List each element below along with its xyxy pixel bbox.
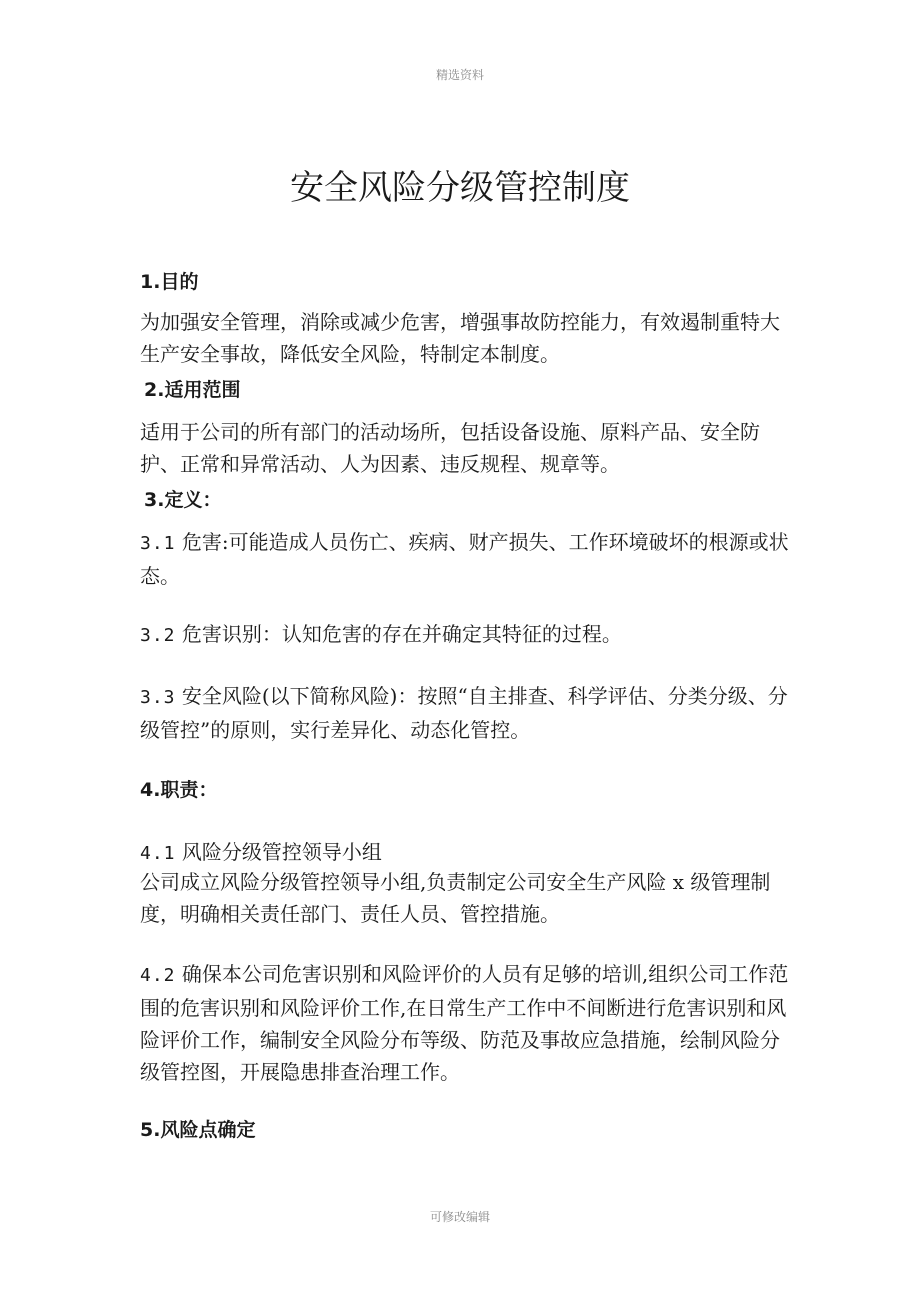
section-2-heading: 2.适用范围 <box>144 379 241 401</box>
duty-4-2-text: 确保本公司危害识别和风险评价的人员有足够的培训,组织公司工作范围的危害识别和风险评价工作,在日常生产工作中不间断进行危害识别和风险评价工作，编制安全风险分布等级、防范及事故应急措施，绘制风险分级管控图，开展隐患排查治理工作。 <box>140 962 789 1084</box>
duty-4-2 <box>140 958 790 1088</box>
duty-4-2-number: 4.2 <box>140 965 176 986</box>
document-title: 安全风险分级管控制度 <box>290 168 630 208</box>
page-header: 精选资料 <box>435 68 484 82</box>
duty-4-1-title-text: 风险分级管控领导小组 <box>181 840 382 864</box>
definition-3-2-text: 危害识别：认知危害的存在并确定其特征的过程。 <box>181 622 622 646</box>
section-2-text: 适用于公司的所有部门的活动场所，包括设备设施、原料产品、安全防护、正常和异常活动、人为因素、违反规程、规章等。 <box>140 420 760 476</box>
definition-3-3-text: 安全风险(以下简称风险)：按照“自主排查、科学评估、分类分级、分级管控”的原则，实行差异化、动态化管控。 <box>140 684 788 742</box>
page-footer: 可修改编辑 <box>429 1210 490 1224</box>
section-4-heading: 4.职责： <box>140 779 218 801</box>
definition-3-1 <box>140 526 790 592</box>
definition-3-3-number: 3.3 <box>140 687 176 708</box>
section-1-text: 为加强安全管理，消除或减少危害，增强事故防控能力，有效遏制重特大生产安全事故，降低安全风险，特制定本制度。 <box>140 310 780 366</box>
definition-3-1-number: 3.1 <box>140 533 176 554</box>
duty-4-1-text: 公司成立风险分级管控领导小组,负责制定公司安全生产风险 x 级管理制度，明确相关责任部门、责任人员、管控措施。 <box>140 870 771 926</box>
definition-3-3 <box>140 680 790 746</box>
definition-3-1-text: 危害:可能造成人员伤亡、疾病、财产损失、工作环境破坏的根源或状态。 <box>140 530 789 588</box>
section-1-heading: 1.目的 <box>140 271 199 293</box>
duty-4-1-title <box>140 836 790 870</box>
definition-3-2-number: 3.2 <box>140 625 176 646</box>
duty-4-1-number: 4.1 <box>140 843 176 864</box>
section-5-heading: 5.风险点确定 <box>140 1119 256 1141</box>
definition-3-2 <box>140 618 790 652</box>
section-3-heading: 3.定义： <box>144 489 222 511</box>
